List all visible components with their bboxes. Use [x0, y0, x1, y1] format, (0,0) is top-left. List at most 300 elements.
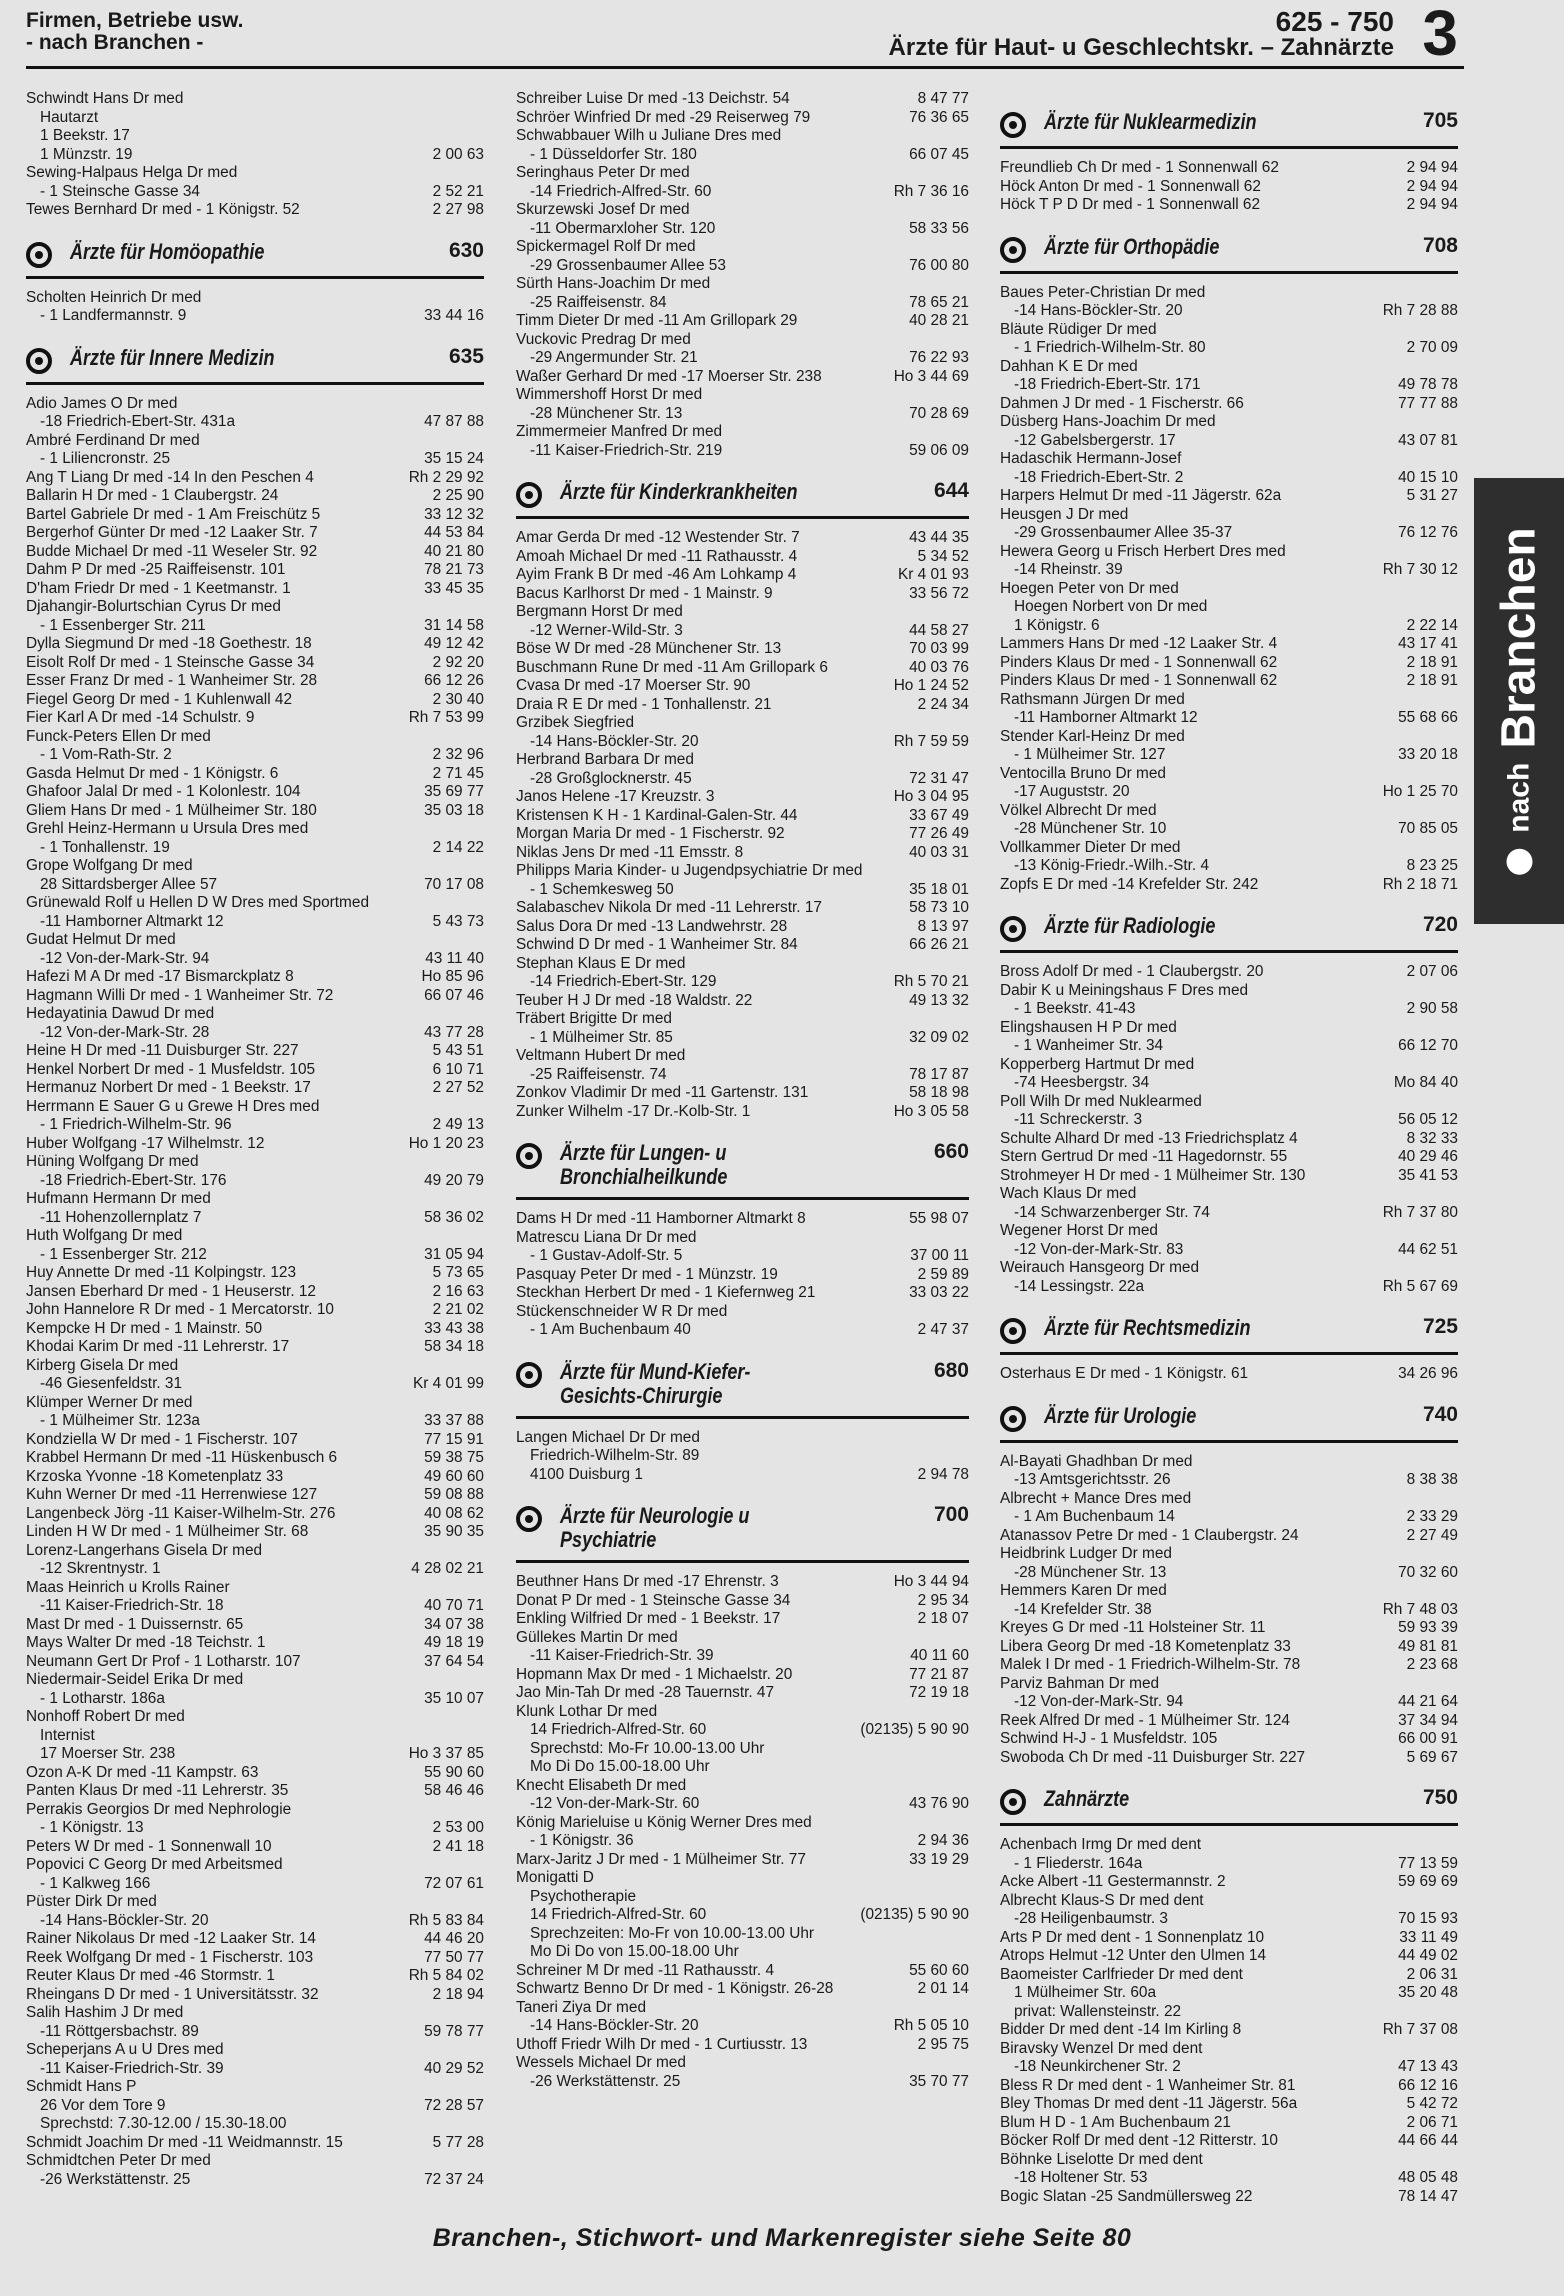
section-header — [1000, 1777, 1458, 1826]
listing-entry — [26, 1671, 484, 1690]
phone-number: Ho 3 44 94 — [890, 1573, 969, 1592]
entry-text: Kopperberg Hartmut Dr med — [1000, 1055, 1195, 1073]
listing-entry — [1000, 1601, 1458, 1620]
phone-number: 40 28 21 — [905, 312, 969, 331]
phone-number: Kr 4 01 99 — [409, 1375, 484, 1394]
listing-entry — [26, 1708, 484, 1727]
phone-number: 66 00 91 — [1394, 1730, 1458, 1749]
listing-entry — [1000, 1037, 1458, 1056]
listing-entry — [516, 1758, 969, 1777]
entry-text: Taneri Ziya Dr med — [516, 1998, 647, 2016]
listing-entry — [26, 307, 484, 326]
section-title: Ärzte für Mund-Kiefer- Gesichts-Chirurgie — [560, 1358, 751, 1408]
listing-entry — [1000, 982, 1458, 1001]
phone-number: 78 21 73 — [420, 561, 484, 580]
phone-number: 70 15 93 — [1394, 1910, 1458, 1929]
entry-text: Esser Franz Dr med - 1 Wanheimer Str. 28 — [26, 672, 318, 689]
entry-text: -11 Kaiser-Friedrich-Str. 39 — [530, 1647, 714, 1664]
phone-number: 8 23 25 — [1403, 857, 1458, 876]
phone-number: Ho 3 05 58 — [890, 1103, 969, 1122]
listing-entry — [516, 529, 969, 548]
entry-text: privat: Wallensteinstr. 22 — [1014, 2002, 1182, 2020]
entry-text: Dahhan K E Dr med — [1000, 357, 1138, 375]
entry-text: Träbert Brigitte Dr med — [516, 1010, 672, 1027]
listing-entry — [1000, 1111, 1458, 1130]
phone-number: Rh 5 70 21 — [890, 973, 969, 992]
phone-number: 2 06 71 — [1403, 2114, 1458, 2133]
listing-entry — [516, 566, 969, 585]
listing-entry — [1000, 1074, 1458, 1093]
listing-entry — [26, 1431, 484, 1450]
listing-entry — [26, 2115, 484, 2134]
listing-entry — [26, 1875, 484, 1894]
section-code: 720 — [1422, 913, 1458, 936]
section-header — [1000, 100, 1458, 149]
entry-text: - 1 Steinsche Gasse 34 — [40, 182, 200, 200]
listing-entry — [516, 294, 969, 313]
entry-text: Vollkammer Dieter Dr med — [1000, 838, 1181, 856]
entry-text: Scholten Heinrich Dr med — [26, 288, 202, 306]
listing-entry — [1000, 469, 1458, 488]
listing-entry — [26, 127, 484, 146]
entry-text: -11 Kaiser-Friedrich-Str. 18 — [40, 1597, 224, 1614]
listing-entry — [1000, 1222, 1458, 1241]
phone-number: 33 56 72 — [905, 585, 969, 604]
phone-number: Ho 3 04 95 — [890, 788, 969, 807]
listing-entry — [516, 201, 969, 220]
entry-text: Schwind D Dr med - 1 Wanheimer Str. 84 — [516, 936, 798, 953]
phone-number: 44 66 44 — [1394, 2132, 1458, 2151]
listing-entry — [516, 2017, 969, 2036]
phone-number: Rh 5 84 02 — [405, 1967, 484, 1986]
entry-text: Malek I Dr med - 1 Friedrich-Wilhelm-Str. 78 — [1000, 1656, 1301, 1673]
listing-entry — [26, 164, 484, 183]
listing-entry — [26, 543, 484, 562]
entry-text: 1 Mülheimer Str. 60a — [1014, 1984, 1157, 2001]
phone-number: 2 59 89 — [914, 1266, 969, 1285]
listing-entry — [1000, 1148, 1458, 1167]
entry-text: Schröer Winfried Dr med -29 Reiserweg 79 — [516, 108, 811, 126]
phone-number: Ho 1 25 70 — [1379, 783, 1458, 802]
listing-entry — [1000, 1873, 1458, 1892]
listing-entry — [26, 746, 484, 765]
entry-text: Philipps Maria Kinder- u Jugendpsychiatrie Dr med — [516, 862, 863, 879]
listing-entry — [1000, 1619, 1458, 1638]
listing-entry — [1000, 580, 1458, 599]
listing-entry — [516, 1010, 969, 1029]
listing-entry — [1000, 1675, 1458, 1694]
listing-entry — [516, 1869, 969, 1888]
entry-text: Jansen Eberhard Dr med - 1 Heuserstr. 12 — [26, 1282, 316, 1300]
listing-entry — [26, 1523, 484, 1542]
phone-number: 2 21 02 — [429, 1301, 484, 1320]
listing-entry — [1000, 1508, 1458, 1527]
listing-entry — [1000, 1693, 1458, 1712]
listing-entry — [26, 1856, 484, 1875]
entry-text: Scheperjans A u U Dres med — [26, 2041, 224, 2058]
entry-text: Zopfs E Dr med -14 Krefelder Str. 242 — [1000, 875, 1259, 893]
phone-number: 66 12 70 — [1394, 1037, 1458, 1056]
phone-number: 5 73 65 — [429, 1264, 484, 1283]
listing-entry — [1000, 691, 1458, 710]
listing-entry — [516, 1832, 969, 1851]
phone-number: 49 12 42 — [420, 635, 484, 654]
phone-number: 44 49 02 — [1394, 1947, 1458, 1966]
entry-text: Perrakis Georgios Dr med Nephrologie — [26, 1800, 292, 1818]
entry-text: -14 Hans-Böckler-Str. 20 — [1014, 302, 1183, 319]
phone-number: 5 77 28 — [429, 2134, 484, 2153]
listing-entry — [1000, 1730, 1458, 1749]
listing-entry — [1000, 746, 1458, 765]
listing-entry — [516, 807, 969, 826]
listing-entry — [1000, 654, 1458, 673]
listing-entry — [1000, 2058, 1458, 2077]
listing-entry — [26, 691, 484, 710]
entry-text: Ballarin H Dr med - 1 Claubergstr. 24 — [26, 487, 279, 504]
phone-number: Ho 1 20 23 — [405, 1135, 484, 1154]
phone-number: 2 94 36 — [914, 1832, 969, 1851]
phone-number: 55 98 07 — [905, 1210, 969, 1229]
phone-number: 2 95 34 — [914, 1592, 969, 1611]
phone-number: 43 07 81 — [1394, 432, 1458, 451]
phone-number: 47 87 88 — [420, 413, 484, 432]
listing-entry — [516, 275, 969, 294]
entry-text: -18 Holtener Str. 53 — [1014, 2169, 1148, 2186]
listing-entry — [26, 413, 484, 432]
phone-number: Rh 7 37 08 — [1379, 2021, 1458, 2040]
listing-entry — [1000, 2040, 1458, 2059]
phone-number: 76 00 80 — [905, 257, 969, 276]
entry-text: -11 Hamborner Altmarkt 12 — [40, 912, 224, 930]
phone-number: 2 95 75 — [914, 2036, 969, 2055]
entry-text: - 1 Wanheimer Str. 34 — [1014, 1037, 1164, 1054]
entry-text: Osterhaus E Dr med - 1 Königstr. 61 — [1000, 1365, 1249, 1382]
listing-entry — [516, 585, 969, 604]
bullseye-icon — [1000, 112, 1026, 138]
phone-number: Rh 2 18 71 — [1379, 876, 1458, 895]
listing-entry — [26, 1801, 484, 1820]
entry-text: Grzibek Siegfried — [516, 714, 635, 731]
side-tab-small: nach — [1502, 762, 1535, 833]
entry-text: Schwabbauer Wilh u Juliane Dres med — [516, 127, 782, 144]
listing-entry — [1000, 1947, 1458, 1966]
entry-text: 26 Vor dem Tore 9 — [40, 2096, 166, 2114]
listing-entry — [516, 1103, 969, 1122]
listing-entry — [26, 1967, 484, 1986]
phone-number: 40 29 52 — [420, 2060, 484, 2079]
entry-text: Wessels Michael Dr med — [516, 2054, 686, 2071]
phone-number: 2 25 90 — [429, 487, 484, 506]
entry-text: -11 Kaiser-Friedrich-Str. 39 — [40, 2059, 224, 2077]
entry-text: -25 Raiffeisenstr. 84 — [530, 293, 667, 311]
listing-entry — [26, 913, 484, 932]
listing-entry — [26, 1246, 484, 1265]
entry-text: Weirauch Hansgeorg Dr med — [1000, 1259, 1200, 1276]
listing-entry — [26, 2060, 484, 2079]
entry-text: -28 Münchener Str. 13 — [1014, 1563, 1167, 1581]
entry-text: Stender Karl-Heinz Dr med — [1000, 727, 1185, 745]
phone-number: 77 13 59 — [1394, 1855, 1458, 1874]
listing-entry — [26, 1412, 484, 1431]
phone-number: 2 18 91 — [1403, 654, 1458, 673]
listing-entry — [1000, 159, 1458, 178]
listing-entry — [26, 1690, 484, 1709]
section-header — [26, 230, 484, 279]
phone-number: 76 22 93 — [905, 349, 969, 368]
listing-entry — [26, 728, 484, 747]
phone-number: 77 77 88 — [1394, 395, 1458, 414]
entry-text: Huber Wolfgang -17 Wilhelmstr. 12 — [26, 1134, 265, 1152]
entry-text: Hufmann Hermann Dr med — [26, 1190, 211, 1207]
entry-text: -14 Schwarzenberger Str. 74 — [1014, 1203, 1210, 1221]
listing-entry — [516, 788, 969, 807]
phone-number: 8 32 33 — [1403, 1130, 1458, 1149]
listing-entry — [516, 992, 969, 1011]
section-header — [516, 470, 969, 519]
phone-number: 31 05 94 — [420, 1246, 484, 1265]
phone-number: 49 18 19 — [420, 1634, 484, 1653]
phone-number: 35 20 48 — [1394, 1984, 1458, 2003]
listing-entry — [1000, 839, 1458, 858]
entry-text: Reek Alfred Dr med - 1 Mülheimer Str. 124 — [1000, 1711, 1290, 1729]
entry-text: Bartel Gabriele Dr med - 1 Am Freischütz 5 — [26, 505, 321, 523]
entry-text: Matrescu Liana Dr Dr med — [516, 1228, 697, 1246]
listing-entry — [1000, 1712, 1458, 1731]
entry-text: Lammers Hans Dr med -12 Laaker Str. 4 — [1000, 635, 1278, 652]
entry-text: Kristensen K H - 1 Kardinal-Galen-Str. 44 — [516, 806, 798, 824]
listing-entry — [1000, 376, 1458, 395]
entry-text: Blum H D - 1 Am Buchenbaum 21 — [1000, 2113, 1231, 2131]
entry-text: -12 Von-der-Mark-Str. 28 — [40, 1023, 210, 1041]
listing-entry — [26, 2171, 484, 2190]
phone-number: 2 18 07 — [914, 1610, 969, 1629]
phone-number: Kr 4 01 93 — [894, 566, 969, 585]
phone-number: 43 44 35 — [905, 529, 969, 548]
listing-entry — [26, 1079, 484, 1098]
listing-entry — [26, 432, 484, 451]
entry-text: Schmidtchen Peter Dr med — [26, 2152, 211, 2169]
listing-entry — [1000, 1656, 1458, 1675]
listing-entry — [516, 1321, 969, 1340]
phone-number: 40 21 80 — [420, 543, 484, 562]
listing-entry — [516, 1851, 969, 1870]
listing-entry — [516, 442, 969, 461]
entry-text: Dahmen J Dr med - 1 Fischerstr. 66 — [1000, 394, 1244, 412]
entry-text: Stephan Klaus E Dr med — [516, 954, 686, 972]
entry-text: Ozon A-K Dr med -11 Kampstr. 63 — [26, 1763, 259, 1781]
entry-text: - 1 Fliederstr. 164a — [1014, 1854, 1143, 1872]
listing-entry — [26, 765, 484, 784]
entry-text: Wach Klaus Dr med — [1000, 1185, 1137, 1202]
entry-text: Hoegen Peter von Dr med — [1000, 579, 1179, 597]
listing-entry — [26, 598, 484, 617]
phone-number: 5 42 72 — [1403, 2095, 1458, 2114]
listing-entry — [516, 1229, 969, 1248]
bullseye-icon — [1000, 1406, 1026, 1432]
entry-text: Atanassov Petre Dr med - 1 Claubergstr. 24 — [1000, 1526, 1299, 1544]
listing-entry — [1000, 302, 1458, 321]
header-category — [26, 10, 243, 54]
entry-text: Salus Dora Dr med -13 Landwehrstr. 28 — [516, 917, 788, 935]
entry-text: Marx-Jaritz J Dr med - 1 Mülheimer Str. 77 — [516, 1850, 806, 1868]
phone-number: 43 77 28 — [420, 1024, 484, 1043]
entry-text: Kuhn Werner Dr med -11 Herrenwiese 127 — [26, 1486, 318, 1503]
entry-text: -11 Hohenzollernplatz 7 — [40, 1208, 202, 1226]
phone-number: 33 44 16 — [420, 307, 484, 326]
entry-text: Reek Wolfgang Dr med - 1 Fischerstr. 103 — [26, 1948, 314, 1966]
section-code: 725 — [1422, 1315, 1458, 1338]
phone-number: 72 19 18 — [905, 1684, 969, 1703]
entry-text: - 1 Düsseldorfer Str. 180 — [530, 145, 697, 163]
phone-number: 35 18 01 — [905, 881, 969, 900]
entry-text: - 1 Beekstr. 41-43 — [1014, 1000, 1136, 1017]
listing-entry — [516, 90, 969, 109]
entry-text: Psychotherapie — [530, 1887, 637, 1905]
phone-number: 34 26 96 — [1394, 1365, 1458, 1384]
section-code: 705 — [1422, 109, 1458, 132]
phone-number: 40 15 10 — [1394, 469, 1458, 488]
listing-entry — [26, 1098, 484, 1117]
entry-text: Hoegen Norbert von Dr med — [1014, 598, 1208, 615]
listing-entry — [26, 450, 484, 469]
entry-text: -11 Obermarxloher Str. 120 — [530, 219, 716, 237]
entry-text: Grope Wolfgang Dr med — [26, 857, 193, 874]
bullseye-icon — [26, 348, 52, 374]
entry-text: Kempcke H Dr med - 1 Mainstr. 50 — [26, 1319, 263, 1337]
phone-number: 59 93 39 — [1394, 1619, 1458, 1638]
entry-text: - 1 Mülheimer Str. 127 — [1014, 746, 1166, 763]
entry-text: Kreyes G Dr med -11 Holsteiner Str. 11 — [1000, 1619, 1266, 1636]
listing-entry — [26, 1505, 484, 1524]
entry-text: - 1 Schemkesweg 50 — [530, 880, 674, 898]
entry-text: Morgan Maria Dr med - 1 Fischerstr. 92 — [516, 825, 785, 842]
listing-entry — [516, 1740, 969, 1759]
listing-entry — [1000, 196, 1458, 215]
listing-entry — [516, 1447, 969, 1466]
entry-text: Achenbach Irmg Dr med dent — [1000, 1836, 1202, 1853]
phone-number: Rh 2 29 92 — [405, 469, 484, 488]
entry-text: -12 Von-der-Mark-Str. 94 — [1014, 1693, 1184, 1710]
phone-number: 76 12 76 — [1394, 524, 1458, 543]
entry-text: Bacus Karlhorst Dr med - 1 Mainstr. 9 — [516, 584, 773, 602]
listing-entry — [1000, 1545, 1458, 1564]
phone-number: 40 03 76 — [905, 659, 969, 678]
listing-entry — [1000, 1278, 1458, 1297]
entry-text: -13 König-Friedr.-Wilh.-Str. 4 — [1014, 857, 1210, 874]
phone-number: 2 18 91 — [1403, 672, 1458, 691]
entry-text: Steckhan Herbert Dr med - 1 Kiefernweg 21 — [516, 1284, 816, 1301]
section-code: 700 — [933, 1503, 969, 1526]
listing-entry — [516, 1303, 969, 1322]
phone-number: 44 53 84 — [420, 524, 484, 543]
listing-entry — [1000, 1638, 1458, 1657]
phone-number: Ho 1 24 52 — [890, 677, 969, 696]
listing-entry — [26, 1727, 484, 1746]
section-code: 680 — [933, 1358, 969, 1382]
listing-entry — [516, 825, 969, 844]
phone-number: 6 10 71 — [429, 1061, 484, 1080]
entry-text: Gliem Hans Dr med - 1 Mülheimer Str. 180 — [26, 801, 317, 819]
listing-entry — [516, 1703, 969, 1722]
phone-number: 66 07 45 — [905, 146, 969, 165]
entry-text: Bross Adolf Dr med - 1 Claubergstr. 20 — [1000, 963, 1264, 980]
bullseye-icon — [516, 1143, 542, 1169]
listing-entry — [516, 127, 969, 146]
listing-entry — [516, 1980, 969, 1999]
entry-text: -14 Hans-Böckler-Str. 20 — [40, 1911, 209, 1929]
phone-number: 2 32 96 — [429, 746, 484, 765]
entry-text: - 1 Essenberger Str. 212 — [40, 1245, 207, 1263]
listing-entry — [26, 109, 484, 128]
phone-number: 2 30 40 — [429, 691, 484, 710]
section-title: Ärzte für Homöopathie — [70, 238, 265, 264]
listing-entry — [1000, 2095, 1458, 2114]
phone-number: 33 12 32 — [420, 506, 484, 525]
phone-number: 35 03 18 — [420, 802, 484, 821]
phone-number: 48 05 48 — [1394, 2169, 1458, 2188]
entry-text: Linden H W Dr med - 1 Mülheimer Str. 68 — [26, 1523, 309, 1540]
listing-entry — [516, 899, 969, 918]
header-category-line2: - nach Branchen - — [26, 31, 204, 54]
entry-text: Wegener Horst Dr med — [1000, 1222, 1158, 1239]
phone-number: 58 46 46 — [420, 1782, 484, 1801]
listing-entry — [26, 987, 484, 1006]
phone-number: Rh 7 30 12 — [1379, 561, 1458, 580]
listing-entry — [26, 1468, 484, 1487]
listing-entry — [26, 1893, 484, 1912]
phone-number: 40 70 71 — [420, 1597, 484, 1616]
listing-entry — [516, 1592, 969, 1611]
entry-text: Schreiber Luise Dr med -13 Deichstr. 54 — [516, 90, 790, 107]
entry-text: Adio James O Dr med — [26, 394, 178, 412]
listing-entry — [516, 238, 969, 257]
entry-text: Djahangir-Bolurtschian Cyrus Dr med — [26, 598, 281, 615]
entry-text: Seringhaus Peter Dr med — [516, 164, 690, 181]
listing-entry — [26, 395, 484, 414]
section-header — [1000, 225, 1458, 274]
listing-entry — [1000, 1564, 1458, 1583]
entry-text: -18 Friedrich-Ebert-Str. 431a — [40, 413, 236, 430]
section-title: Ärzte für Radiologie — [1044, 913, 1216, 938]
listing-entry — [26, 2097, 484, 2116]
listing-entry — [516, 405, 969, 424]
listing-entry — [26, 1912, 484, 1931]
phone-number: 2 94 94 — [1403, 178, 1458, 197]
phone-number: 56 05 12 — [1394, 1111, 1458, 1130]
entry-text: Gasda Helmut Dr med - 1 Königstr. 6 — [26, 764, 279, 782]
entry-text: Hermanuz Norbert Dr med - 1 Beekstr. 17 — [26, 1079, 311, 1096]
listing-entry — [516, 603, 969, 622]
listing-entry — [1000, 857, 1458, 876]
listing-entry — [26, 1005, 484, 1024]
entry-text: - 1 Friedrich-Wilhelm-Str. 96 — [40, 1116, 232, 1133]
listing-entry — [1000, 506, 1458, 525]
phone-number: 58 33 56 — [905, 220, 969, 239]
phone-number: 2 94 78 — [914, 1466, 969, 1485]
listing-entry — [26, 1227, 484, 1246]
phone-number: 2 94 94 — [1403, 196, 1458, 215]
entry-text: -26 Werkstättenstr. 25 — [40, 2170, 191, 2188]
listing-column-2 — [516, 90, 969, 2091]
phone-number: 2 94 94 — [1403, 159, 1458, 178]
entry-text: Reuter Klaus Dr med -46 Stormstr. 1 — [26, 1967, 275, 1984]
listing-entry — [1000, 617, 1458, 636]
entry-text: Internist — [40, 1726, 95, 1744]
entry-text: Mays Walter Dr med -18 Teichstr. 1 — [26, 1634, 266, 1651]
entry-text: Bidder Dr med dent -14 Im Kirling 8 — [1000, 2021, 1242, 2038]
listing-entry — [26, 894, 484, 913]
entry-text: - 1 Am Buchenbaum 14 — [1014, 1508, 1175, 1525]
